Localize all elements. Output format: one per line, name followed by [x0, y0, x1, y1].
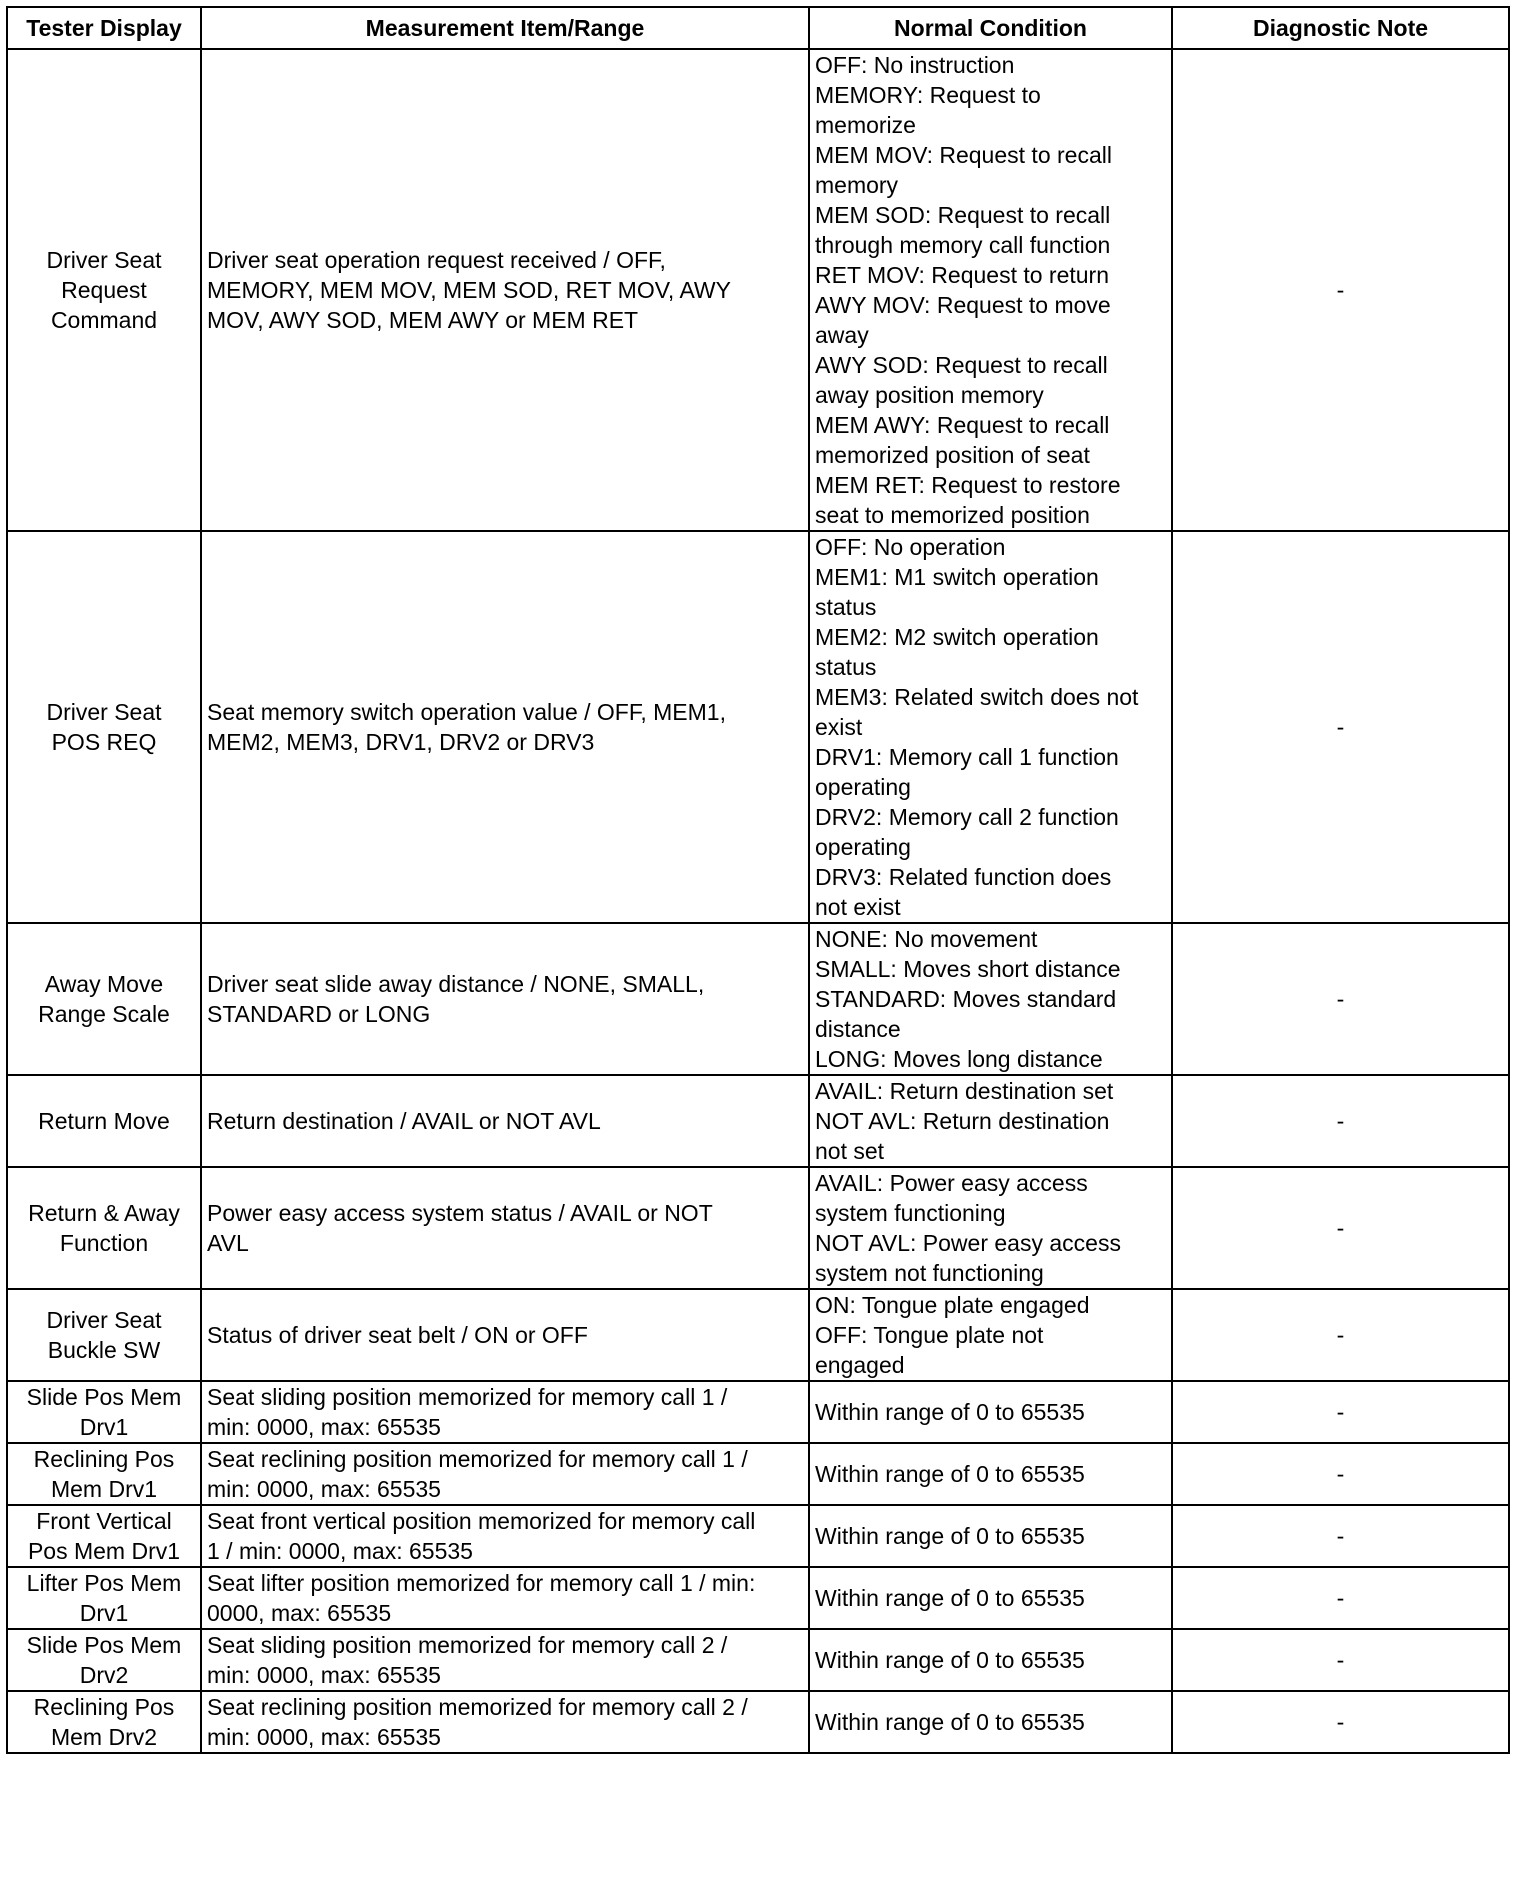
diagnostic-note-cell [1172, 1381, 1509, 1443]
cell-text-line: min: 0000, max: 65535 [207, 1662, 441, 1688]
diagnostic-note-cell [1172, 1443, 1509, 1505]
normal-condition-cell [809, 1075, 1172, 1167]
cell-text-line: - [1336, 277, 1345, 303]
table-row [7, 923, 1509, 1075]
cell-text-line: Drv1 [79, 1600, 129, 1626]
cell-text-line: Seat memory switch operation value / OFF, MEM1, [207, 699, 726, 725]
cell-text-line: Slide Pos Mem [26, 1632, 182, 1658]
table-row [7, 1167, 1509, 1289]
diagnostic-note-cell [1172, 923, 1509, 1075]
cell-text-line: memorize [815, 112, 916, 138]
table-row [7, 1629, 1509, 1691]
cell-text-line: STANDARD or LONG [207, 1001, 431, 1027]
cell-text-line: Away Move [44, 971, 164, 997]
cell-text-line: MEM1: M1 switch operation [815, 564, 1099, 590]
diagnostic-note-cell [1172, 1691, 1509, 1753]
normal-condition-cell [809, 1567, 1172, 1629]
cell-text-line: SMALL: Moves short distance [815, 956, 1121, 982]
cell-text-line: memory [815, 172, 899, 198]
cell-text-line: engaged [815, 1352, 905, 1378]
cell-text-line: Command [50, 307, 158, 333]
normal-condition-cell [809, 1443, 1172, 1505]
header-measurement: Measurement Item/Range [201, 7, 809, 49]
cell-text-line: not exist [815, 894, 901, 920]
cell-text-line: away [815, 322, 869, 348]
cell-text-line: AVAIL: Power easy access [815, 1170, 1088, 1196]
cell-text-line: MOV, AWY SOD, MEM AWY or MEM RET [207, 307, 639, 333]
cell-text-line: NOT AVL: Return destination [815, 1108, 1110, 1134]
cell-text-line: Range Scale [38, 1001, 170, 1027]
cell-text-line: - [1336, 714, 1345, 740]
cell-text-line: DRV3: Related function does [815, 864, 1112, 890]
cell-text-line: Within range of 0 to 65535 [815, 1523, 1085, 1549]
cell-text-line: OFF: Tongue plate not [815, 1322, 1044, 1348]
cell-text-line: DRV1: Memory call 1 function [815, 744, 1119, 770]
tester-display-cell [7, 531, 201, 923]
cell-text-line: Front Vertical [36, 1508, 172, 1534]
cell-text-line: system functioning [815, 1200, 1006, 1226]
tester-display-cell [7, 49, 201, 531]
normal-condition-cell [809, 1505, 1172, 1567]
normal-condition-cell [809, 1289, 1172, 1381]
cell-text-line: seat to memorized position [815, 502, 1090, 528]
header-diagnostic-note: Diagnostic Note [1172, 7, 1509, 49]
cell-text-line: memorized position of seat [815, 442, 1090, 468]
cell-text-line: Function [59, 1230, 149, 1256]
cell-text-line: Slide Pos Mem [26, 1384, 182, 1410]
tester-display-cell [7, 1567, 201, 1629]
cell-text-line: Driver Seat [46, 247, 162, 273]
tester-display-cell [7, 1505, 201, 1567]
diagnostic-note-cell [1172, 1075, 1509, 1167]
table-header-row [7, 7, 1509, 49]
table-row [7, 1443, 1509, 1505]
cell-text-line: - [1336, 1523, 1345, 1549]
cell-text-line: Within range of 0 to 65535 [815, 1585, 1085, 1611]
cell-text-line: Request [61, 277, 147, 303]
cell-text-line: Within range of 0 to 65535 [815, 1399, 1085, 1425]
cell-text-line: status [815, 594, 877, 620]
measurement-cell [201, 531, 809, 923]
tester-display-cell [7, 1289, 201, 1381]
table-row [7, 49, 1509, 531]
cell-text-line: Reclining Pos [33, 1446, 175, 1472]
tester-display-cell [7, 1691, 201, 1753]
normal-condition-cell [809, 531, 1172, 923]
cell-text-line: MEM RET: Request to restore [815, 472, 1121, 498]
cell-text-line: not set [815, 1138, 885, 1164]
cell-text-line: Power easy access system status / AVAIL or NOT [207, 1200, 713, 1226]
diagnostic-note-cell [1172, 531, 1509, 923]
cell-text-line: Return Move [38, 1108, 170, 1134]
measurement-cell [201, 923, 809, 1075]
cell-text-line: Return destination / AVAIL or NOT AVL [207, 1108, 601, 1134]
cell-text-line: - [1336, 1399, 1345, 1425]
measurement-cell [201, 1381, 809, 1443]
cell-text-line: POS REQ [51, 729, 157, 755]
cell-text-line: Return & Away [28, 1200, 180, 1226]
diagnostic-note-cell [1172, 1167, 1509, 1289]
cell-text-line: MEMORY: Request to [815, 82, 1041, 108]
measurement-cell [201, 1629, 809, 1691]
cell-text-line: Within range of 0 to 65535 [815, 1709, 1085, 1735]
tester-display-cell [7, 1629, 201, 1691]
diagnostic-note-cell [1172, 1567, 1509, 1629]
cell-text-line: Drv1 [79, 1414, 129, 1440]
table-row [7, 1567, 1509, 1629]
cell-text-line: Status of driver seat belt / ON or OFF [207, 1322, 588, 1348]
cell-text-line: - [1336, 1461, 1345, 1487]
tester-display-cell [7, 1167, 201, 1289]
measurement-cell [201, 1691, 809, 1753]
cell-text-line: distance [815, 1016, 901, 1042]
tester-display-cell [7, 923, 201, 1075]
data-list-sheet [6, 6, 1508, 1754]
normal-condition-cell [809, 49, 1172, 531]
normal-condition-cell [809, 1691, 1172, 1753]
cell-text-line: Driver Seat [46, 699, 162, 725]
cell-text-line: MEM2, MEM3, DRV1, DRV2 or DRV3 [207, 729, 595, 755]
cell-text-line: MEM3: Related switch does not [815, 684, 1139, 710]
cell-text-line: Within range of 0 to 65535 [815, 1647, 1085, 1673]
table-row [7, 531, 1509, 923]
cell-text-line: operating [815, 774, 911, 800]
measurement-cell [201, 49, 809, 531]
table-row [7, 1691, 1509, 1753]
cell-text-line: Mem Drv1 [50, 1476, 158, 1502]
cell-text-line: Driver seat operation request received / OFF, [207, 247, 666, 273]
cell-text-line: - [1336, 1108, 1345, 1134]
cell-text-line: - [1336, 1709, 1345, 1735]
measurement-cell [201, 1567, 809, 1629]
header-tester-display: Tester Display [7, 7, 201, 49]
measurement-cell [201, 1505, 809, 1567]
table-row [7, 1289, 1509, 1381]
cell-text-line: AWY SOD: Request to recall [815, 352, 1108, 378]
normal-condition-cell [809, 1381, 1172, 1443]
cell-text-line: Seat sliding position memorized for memory call 2 / [207, 1632, 728, 1658]
cell-text-line: away position memory [815, 382, 1044, 408]
cell-text-line: Driver seat slide away distance / NONE, SMALL, [207, 971, 705, 997]
cell-text-line: Reclining Pos [33, 1694, 175, 1720]
cell-text-line: Within range of 0 to 65535 [815, 1461, 1085, 1487]
cell-text-line: AVAIL: Return destination set [815, 1078, 1114, 1104]
measurement-cell [201, 1167, 809, 1289]
cell-text-line: OFF: No instruction [815, 52, 1015, 78]
cell-text-line: min: 0000, max: 65535 [207, 1414, 441, 1440]
header-normal-condition: Normal Condition [809, 7, 1172, 49]
cell-text-line: min: 0000, max: 65535 [207, 1724, 441, 1750]
cell-text-line: system not functioning [815, 1260, 1044, 1286]
cell-text-line: STANDARD: Moves standard [815, 986, 1117, 1012]
data-list-table [6, 6, 1510, 1754]
table-body [7, 49, 1509, 1753]
measurement-cell [201, 1443, 809, 1505]
cell-text-line: ON: Tongue plate engaged [815, 1292, 1090, 1318]
cell-text-line: exist [815, 714, 863, 740]
normal-condition-cell [809, 1167, 1172, 1289]
cell-text-line: Seat reclining position memorized for memory call 2 / [207, 1694, 748, 1720]
tester-display-cell [7, 1443, 201, 1505]
cell-text-line: Seat sliding position memorized for memory call 1 / [207, 1384, 728, 1410]
cell-text-line: - [1336, 1215, 1345, 1241]
cell-text-line: - [1336, 1322, 1345, 1348]
table-row [7, 1381, 1509, 1443]
measurement-cell [201, 1075, 809, 1167]
cell-text-line: AWY MOV: Request to move [815, 292, 1111, 318]
cell-text-line: MEMORY, MEM MOV, MEM SOD, RET MOV, AWY [207, 277, 731, 303]
cell-text-line: Buckle SW [47, 1337, 161, 1363]
cell-text-line: through memory call function [815, 232, 1111, 258]
normal-condition-cell [809, 923, 1172, 1075]
cell-text-line: status [815, 654, 877, 680]
cell-text-line: Seat front vertical position memorized for memory call [207, 1508, 756, 1534]
cell-text-line: MEM MOV: Request to recall [815, 142, 1112, 168]
cell-text-line: DRV2: Memory call 2 function [815, 804, 1119, 830]
cell-text-line: RET MOV: Request to return [815, 262, 1110, 288]
tester-display-cell [7, 1381, 201, 1443]
cell-text-line: NOT AVL: Power easy access [815, 1230, 1121, 1256]
cell-text-line: Lifter Pos Mem [26, 1570, 182, 1596]
cell-text-line: NONE: No movement [815, 926, 1038, 952]
tester-display-cell [7, 1075, 201, 1167]
table-row [7, 1075, 1509, 1167]
cell-text-line: Mem Drv2 [50, 1724, 158, 1750]
measurement-cell [201, 1289, 809, 1381]
cell-text-line: Drv2 [79, 1662, 129, 1688]
diagnostic-note-cell [1172, 49, 1509, 531]
cell-text-line: MEM SOD: Request to recall [815, 202, 1111, 228]
cell-text-line: - [1336, 1585, 1345, 1611]
cell-text-line: MEM AWY: Request to recall [815, 412, 1110, 438]
cell-text-line: MEM2: M2 switch operation [815, 624, 1099, 650]
cell-text-line: 0000, max: 65535 [207, 1600, 392, 1626]
diagnostic-note-cell [1172, 1289, 1509, 1381]
normal-condition-cell [809, 1629, 1172, 1691]
cell-text-line: LONG: Moves long distance [815, 1046, 1103, 1072]
cell-text-line: Driver Seat [46, 1307, 162, 1333]
cell-text-line: 1 / min: 0000, max: 65535 [207, 1538, 473, 1564]
cell-text-line: - [1336, 1647, 1345, 1673]
cell-text-line: Pos Mem Drv1 [27, 1538, 181, 1564]
cell-text-line: Seat lifter position memorized for memory call 1 / min: [207, 1570, 756, 1596]
cell-text-line: Seat reclining position memorized for memory call 1 / [207, 1446, 748, 1472]
cell-text-line: AVL [207, 1230, 249, 1256]
cell-text-line: operating [815, 834, 911, 860]
table-row [7, 1505, 1509, 1567]
diagnostic-note-cell [1172, 1629, 1509, 1691]
cell-text-line: min: 0000, max: 65535 [207, 1476, 441, 1502]
cell-text-line: - [1336, 986, 1345, 1012]
cell-text-line: OFF: No operation [815, 534, 1006, 560]
diagnostic-note-cell [1172, 1505, 1509, 1567]
